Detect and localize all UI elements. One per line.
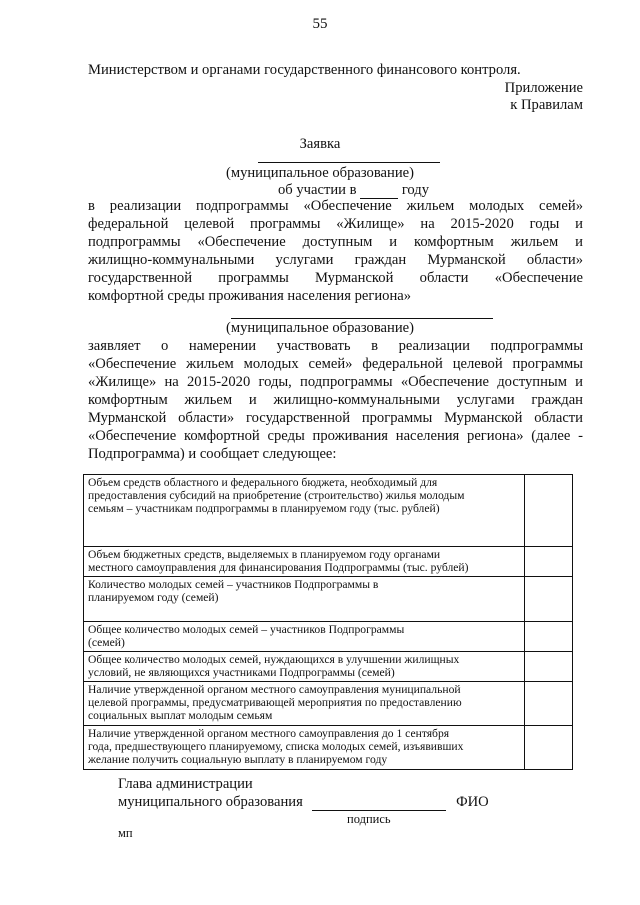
row-description: Наличие утвержденной органом местного самоуправления муниципальной целевой программы, предусматривающей мероприятия по предоставлению социальных выплат молодым семьям xyxy=(84,682,525,726)
row-value xyxy=(525,622,573,652)
declaration-line: заявляет о намерении участвовать в реализации подпрограммы xyxy=(88,338,583,354)
document-title: Заявка xyxy=(299,136,341,152)
table-row xyxy=(84,577,573,622)
signature-caption: подпись xyxy=(347,812,391,826)
participation-line xyxy=(278,182,429,199)
declaration-line: «Обеспечение жильем молодых семей» федеральной целевой программы xyxy=(88,356,583,372)
table-row xyxy=(84,622,573,652)
declaration-line: «Обеспечение комфортной среды проживания населения региона» (далее - xyxy=(88,428,583,444)
row-description: Объем бюджетных средств, выделяемых в планируемом году органами местного самоуправления для финансирования Подпрограммы (тыс. рублей) xyxy=(84,547,525,577)
municipality-blank-line-2 xyxy=(231,318,493,319)
page-number: 55 xyxy=(312,16,328,32)
table-row xyxy=(84,726,573,770)
program-line: подпрограммы «Обеспечение доступным и комфортным жильем и xyxy=(88,234,583,250)
signature-blank xyxy=(312,810,446,811)
municipality-signature-label: муниципального образования xyxy=(118,794,303,810)
declaration-line: Подпрограмма) и сообщает следующее: xyxy=(88,446,337,462)
row-value xyxy=(525,547,573,577)
appendix-rules-label: к Правилам xyxy=(510,97,583,113)
table-row xyxy=(84,475,573,547)
table-row xyxy=(84,547,573,577)
row-value xyxy=(525,726,573,770)
row-description: Наличие утвержденной органом местного самоуправления до 1 сентября года, предшествующего планируемому, списка молодых семей, изъявивших желание получить социальную выплату в планируемом году xyxy=(84,726,525,770)
program-line: в реализации подпрограммы «Обеспечение жильем молодых семей» xyxy=(88,198,583,214)
stamp-label: мп xyxy=(118,826,133,840)
head-label: Глава администрации xyxy=(118,776,253,792)
row-description: Количество молодых семей – участников Подпрограммы в планируемом году (семей) xyxy=(84,577,525,622)
row-value xyxy=(525,577,573,622)
participation-before: об участии в xyxy=(278,182,357,198)
program-line: комфортной среды проживания населения региона» xyxy=(88,288,412,304)
application-table xyxy=(83,474,573,770)
intro-line: Министерством и органами государственного финансового контроля. xyxy=(88,62,521,78)
program-line: государственной программы Мурманской области «Обеспечение xyxy=(88,270,583,286)
table-row xyxy=(84,682,573,726)
participation-after: году xyxy=(401,182,430,198)
fio-label: ФИО xyxy=(456,794,489,810)
row-value xyxy=(525,682,573,726)
row-description: Объем средств областного и федерального бюджета, необходимый для предоставления субсидий на приобретение (строительство) жилья молодым семьям – участникам подпрограммы в планируемом году (тыс. рублей) xyxy=(84,475,525,547)
signature-line xyxy=(118,794,489,811)
table-row xyxy=(84,652,573,682)
municipality-label-2: (муниципальное образование) xyxy=(225,320,414,336)
municipality-blank-line xyxy=(258,162,440,163)
declaration-line: «Жилище» на 2015-2020 годы, подпрограммы «Обеспечение доступным и xyxy=(88,374,583,390)
declaration-line: комфортным жильем и жилищно-коммунальными услугами граждан xyxy=(88,392,583,408)
declaration-line: Мурманской области» государственной программы Мурманской области xyxy=(88,410,583,426)
appendix-label: Приложение xyxy=(504,80,583,96)
municipality-label: (муниципальное образование) xyxy=(225,165,414,181)
row-value xyxy=(525,652,573,682)
row-value xyxy=(525,475,573,547)
row-description: Общее количество молодых семей, нуждающихся в улучшении жилищных условий, не являющихся участниками Подпрограммы (семей) xyxy=(84,652,525,682)
program-line: федеральной целевой программы «Жилище» на 2015-2020 годы и xyxy=(88,216,583,232)
program-line: жилищно-коммунальными услугами граждан Мурманской области» xyxy=(88,252,583,268)
row-description: Общее количество молодых семей – участников Подпрограммы (семей) xyxy=(84,622,525,652)
